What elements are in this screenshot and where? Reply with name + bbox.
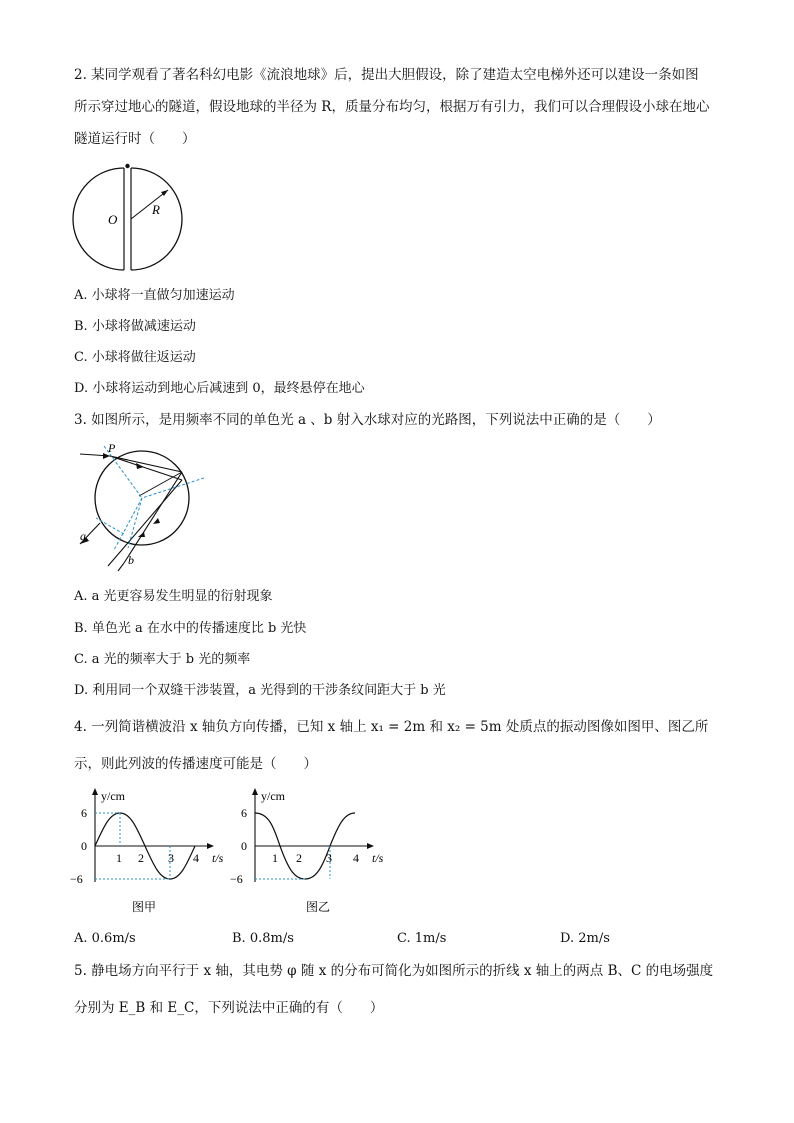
q2-option-a: A. 小球将一直做匀加速运动	[74, 288, 235, 303]
radius-label: R	[152, 202, 160, 217]
center-label: O	[108, 212, 118, 227]
q5-stem-line2: 分别为 E_B 和 E_C，下列说法中正确的有（ ）	[74, 1000, 384, 1016]
q4-stem-line2: 示，则此列波的传播速度可能是（ ）	[74, 756, 317, 772]
g1-xtick-3: 3	[168, 851, 174, 865]
g1-caption: 图甲	[132, 900, 157, 914]
q4-stem-line1: 4. 一列简谐横波沿 x 轴负方向传播，已知 x 轴上 x₁ = 2m 和 x₂ = 5m 处质点的振动图像如图甲、图乙所	[74, 719, 709, 735]
g1-ylabel: y/cm	[101, 789, 125, 803]
q3-option-a: A. a 光更容易发生明显的衍射现象	[74, 589, 273, 604]
ray-a-label: a	[80, 529, 86, 543]
q4-option-c: C. 1m/s	[397, 931, 447, 946]
point-p-label: P	[108, 441, 116, 455]
g2-caption: 图乙	[306, 900, 331, 914]
q4-graph-jia	[70, 786, 234, 921]
g1-ytick-6: 6	[81, 806, 87, 820]
q2-stem-line3: 隧道运行时（ ）	[74, 131, 196, 147]
g2-ytick-neg6: −6	[230, 872, 243, 886]
g2-xlabel: t/s	[372, 851, 384, 865]
q5-stem-line1: 5. 静电场方向平行于 x 轴，其电势 φ 随 x 的分布可简化为如图所示的折线 x 轴上的两点 B、C 的电场强度	[74, 963, 714, 979]
q4-option-d: D. 2m/s	[560, 931, 610, 946]
g2-ylabel: y/cm	[261, 789, 285, 803]
g1-xtick-1: 1	[116, 851, 122, 865]
g2-ytick-0: 0	[241, 839, 247, 853]
g2-xtick-4: 4	[353, 851, 359, 865]
q3-option-d: D. 利用同一个双缝干涉装置，a 光得到的干涉条纹间距大于 b 光	[74, 683, 446, 698]
q3-water-drop-figure	[74, 438, 214, 578]
q3-option-b: B. 单色光 a 在水中的传播速度比 b 光快	[74, 621, 307, 636]
q2-earth-tunnel-figure	[70, 160, 190, 275]
ray-b-label: b	[128, 553, 134, 567]
g2-xtick-2: 2	[296, 851, 302, 865]
q4-option-b: B. 0.8m/s	[232, 931, 294, 946]
g1-ytick-0: 0	[81, 839, 87, 853]
q4-graph-yi	[230, 786, 394, 921]
g1-xtick-4: 4	[193, 851, 199, 865]
q2-stem-line2: 所示穿过地心的隧道，假设地球的半径为 R，质量分布均匀，根据万有引力，我们可以合理假设小球在地心	[74, 99, 710, 115]
q2-option-b: B. 小球将做减速运动	[74, 319, 196, 334]
q2-option-d: D. 小球将运动到地心后减速到 0，最终悬停在地心	[74, 381, 365, 396]
q3-option-c: C. a 光的频率大于 b 光的频率	[74, 652, 251, 667]
q2-option-c: C. 小球将做往返运动	[74, 350, 196, 365]
g1-ytick-neg6: −6	[70, 872, 83, 886]
q2-stem-line1: 2. 某同学观看了著名科幻电影《流浪地球》后，提出大胆假设，除了建造太空电梯外还可以建设一条如图	[74, 67, 699, 83]
ball-dot	[125, 164, 129, 168]
g2-ytick-6: 6	[241, 806, 247, 820]
g2-xtick-1: 1	[272, 851, 278, 865]
q3-stem-line1: 3. 如图所示，是用频率不同的单色光 a 、b 射入水球对应的光路图，下列说法中正确的是（ ）	[74, 412, 661, 428]
q4-option-a: A. 0.6m/s	[74, 931, 136, 946]
g1-xlabel: t/s	[212, 851, 224, 865]
g2-xtick-3: 3	[326, 851, 332, 865]
g1-xtick-2: 2	[138, 851, 144, 865]
